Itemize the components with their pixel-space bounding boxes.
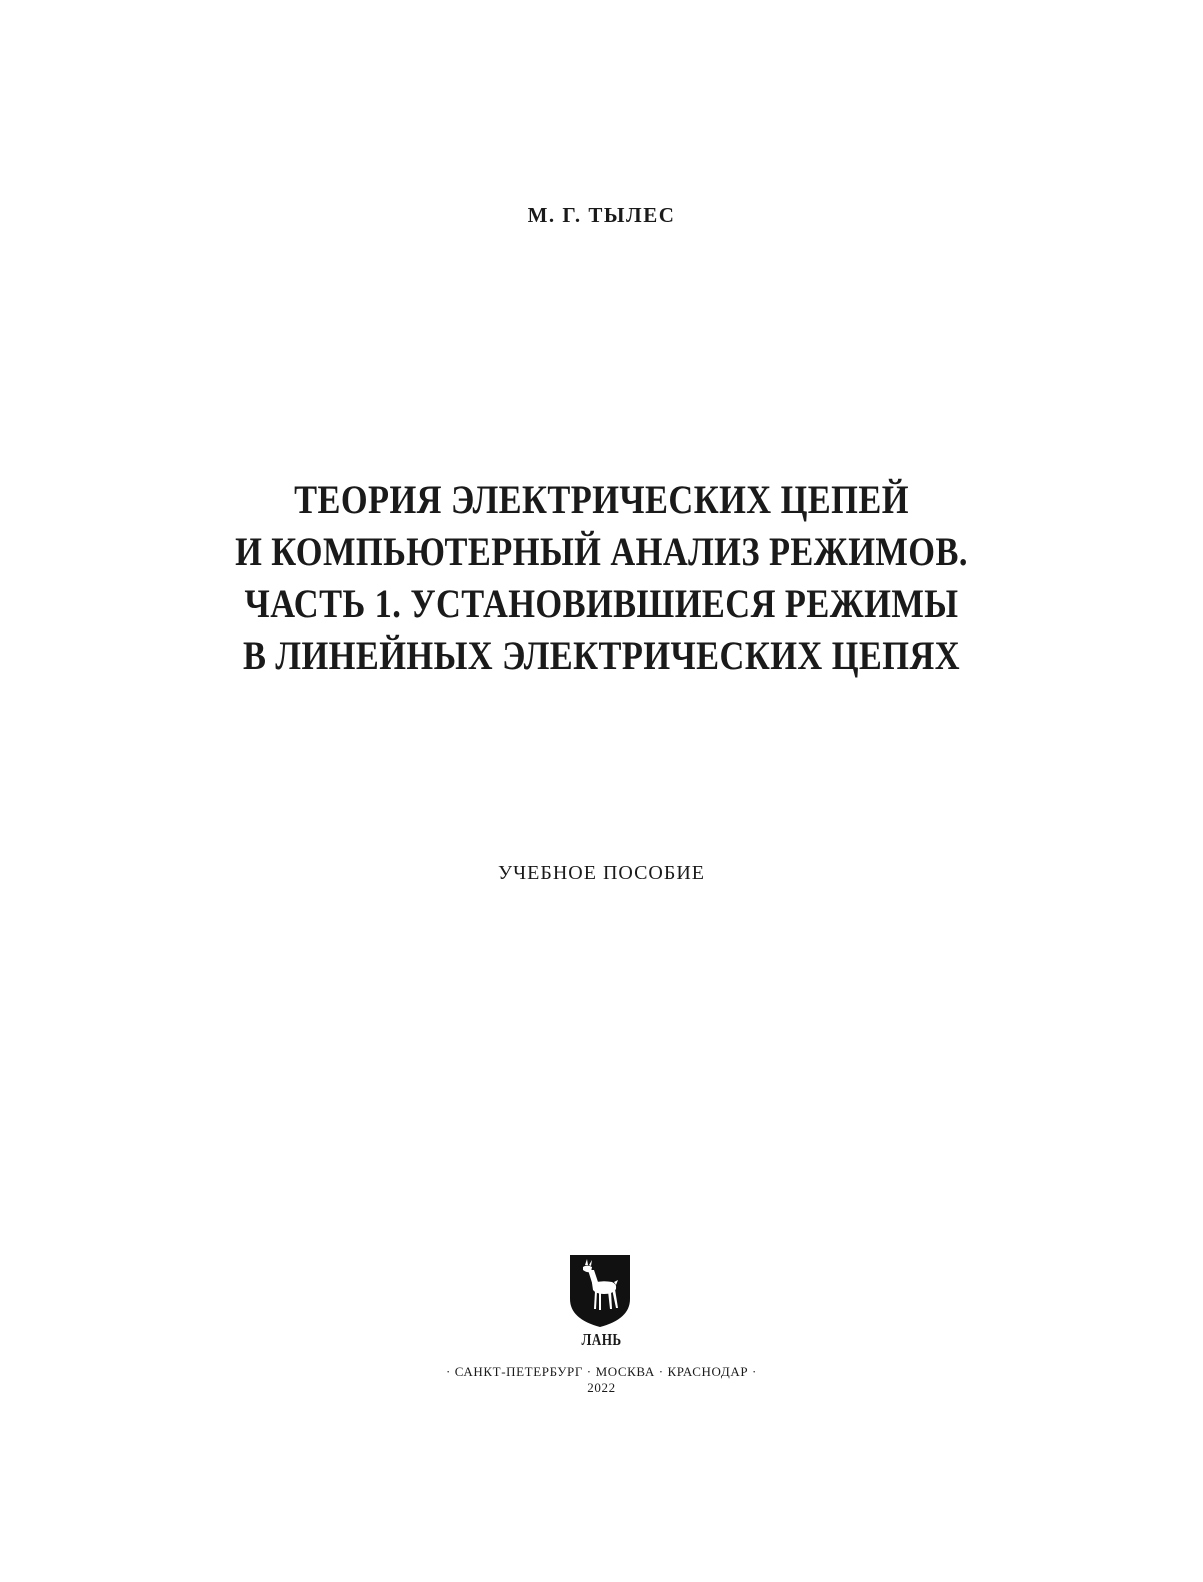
book-type: УЧЕБНОЕ ПОСОБИЕ: [497, 862, 706, 884]
title-line: ЧАСТЬ 1. УСТАНОВИВШИЕСЯ РЕЖИМЫ: [244, 581, 959, 626]
author-name: М. Г. ТЫЛЕС: [527, 203, 676, 227]
title-line: И КОМПЬЮТЕРНЫЙ АНАЛИЗ РЕЖИМОВ.: [235, 529, 968, 574]
publisher-cities: · САНКТ-ПЕТЕРБУРГ · МОСКВА · КРАСНОДАР ·: [446, 1364, 757, 1379]
title-line: ТЕОРИЯ ЭЛЕКТРИЧЕСКИХ ЦЕПЕЙ: [294, 477, 909, 522]
deer-shield-icon: [568, 1253, 632, 1329]
publication-year: 2022: [587, 1380, 616, 1395]
book-title: [84, 474, 1119, 682]
title-line: В ЛИНЕЙНЫХ ЭЛЕКТРИЧЕСКИХ ЦЕПЯХ: [243, 633, 960, 678]
publisher-name: ЛАНЬ: [581, 1330, 622, 1349]
